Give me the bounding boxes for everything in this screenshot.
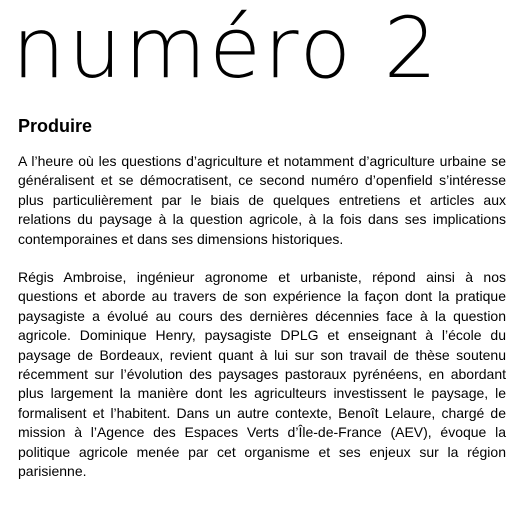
issue-title: numéro 2 <box>12 0 441 97</box>
section-heading: Produire <box>18 116 93 136</box>
article-body <box>18 152 506 501</box>
article-paragraph-intro: A l’heure où les questions d’agriculture et notamment d’agriculture urbaine se généralisent et se démocratisent, ce second numéro d’openfield s’intéresse plus particulièrement par le biais de quelques entretiens et articles aux relations du paysage à la question agricole, à la fois dans ses implications contemporaines et dans ses dimensions historiques. <box>18 153 506 247</box>
article-paragraph-contributors: Régis Ambroise, ingénieur agronome et urbaniste, répond ainsi à nos questions et aborde au travers de son expérience la façon dont la pratique paysagiste a évolué au cours des dernières décennies face à la question agricole. Dominique Henry, paysagiste DPLG et enseignant à l’école du paysage de Bordeaux, revient quant à lui sur son travail de thèse soutenu récemment sur l’évolution des paysages pastoraux pyrénéens, en abordant plus largement la manière dont les agriculteurs investissent le paysage, le formalisent et l’habitent. Dans un autre contexte, Benoît Lelaure, chargé de mission à l’Agence des Espaces Verts d’Île-de-France (AEV), évoque la politique agricole menée par cet organisme et ses enjeux sur la région parisienne. <box>18 269 506 480</box>
